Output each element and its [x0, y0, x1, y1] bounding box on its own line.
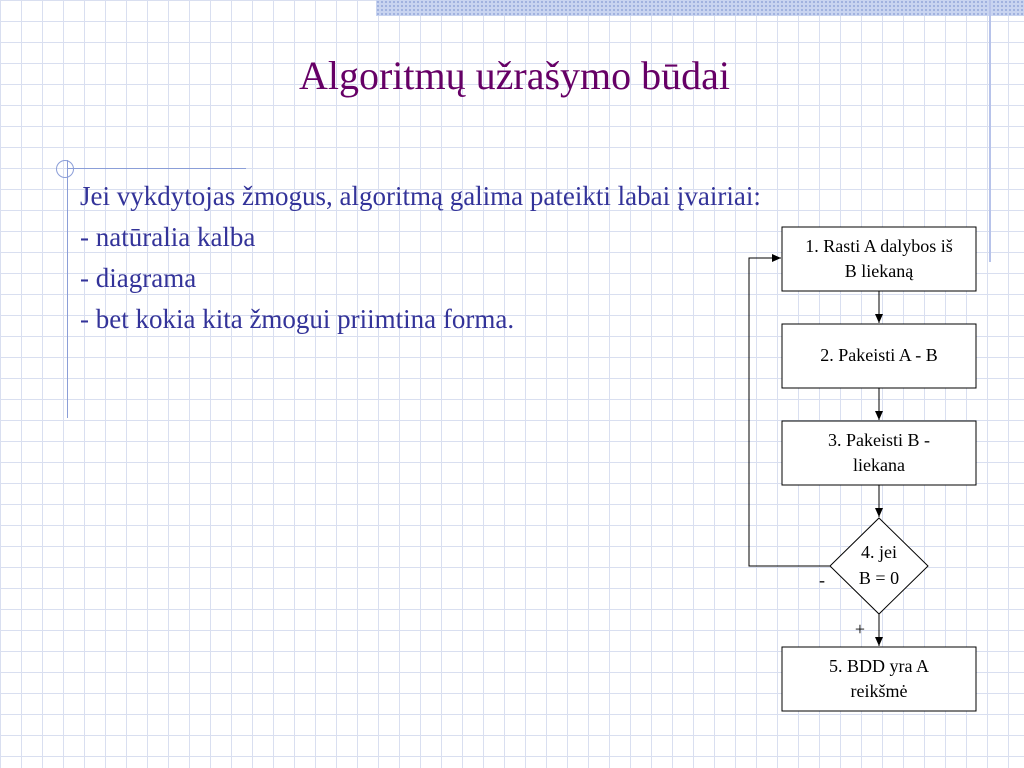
- decision-text-line1: 4. jei: [861, 542, 897, 562]
- decision-diamond: [830, 518, 928, 614]
- step1-text-line1: 1. Rasti A dalybos iš: [805, 236, 953, 256]
- step2-text: 2. Pakeisti A - B: [820, 345, 938, 365]
- decision-text-line2: B = 0: [858, 568, 900, 588]
- step5-text-line1: 5. BDD yra A: [829, 656, 929, 676]
- step3-text-line2: liekana: [853, 455, 905, 475]
- slide-title: Algoritmų užrašymo būdai: [298, 53, 731, 98]
- loop-back-arrow: [749, 258, 830, 566]
- bullet-diagram: - diagrama: [80, 263, 197, 293]
- step1-text-line2: B liekaną: [844, 261, 914, 281]
- step5-text-line2: reikšmė: [850, 681, 908, 701]
- step3-text-line1: 3. Pakeisti B -: [828, 430, 930, 450]
- no-branch-label: -: [819, 570, 825, 590]
- bullet-other-form: - bet kokia kita žmogui priimtina forma.: [80, 304, 515, 334]
- bullet-natural-language: - natūralia kalba: [80, 222, 256, 252]
- yes-branch-label: +: [854, 619, 866, 639]
- bullet-intro: Jei vykdytojas žmogus, algoritmą galima pateikti labai įvairiai:: [80, 181, 761, 211]
